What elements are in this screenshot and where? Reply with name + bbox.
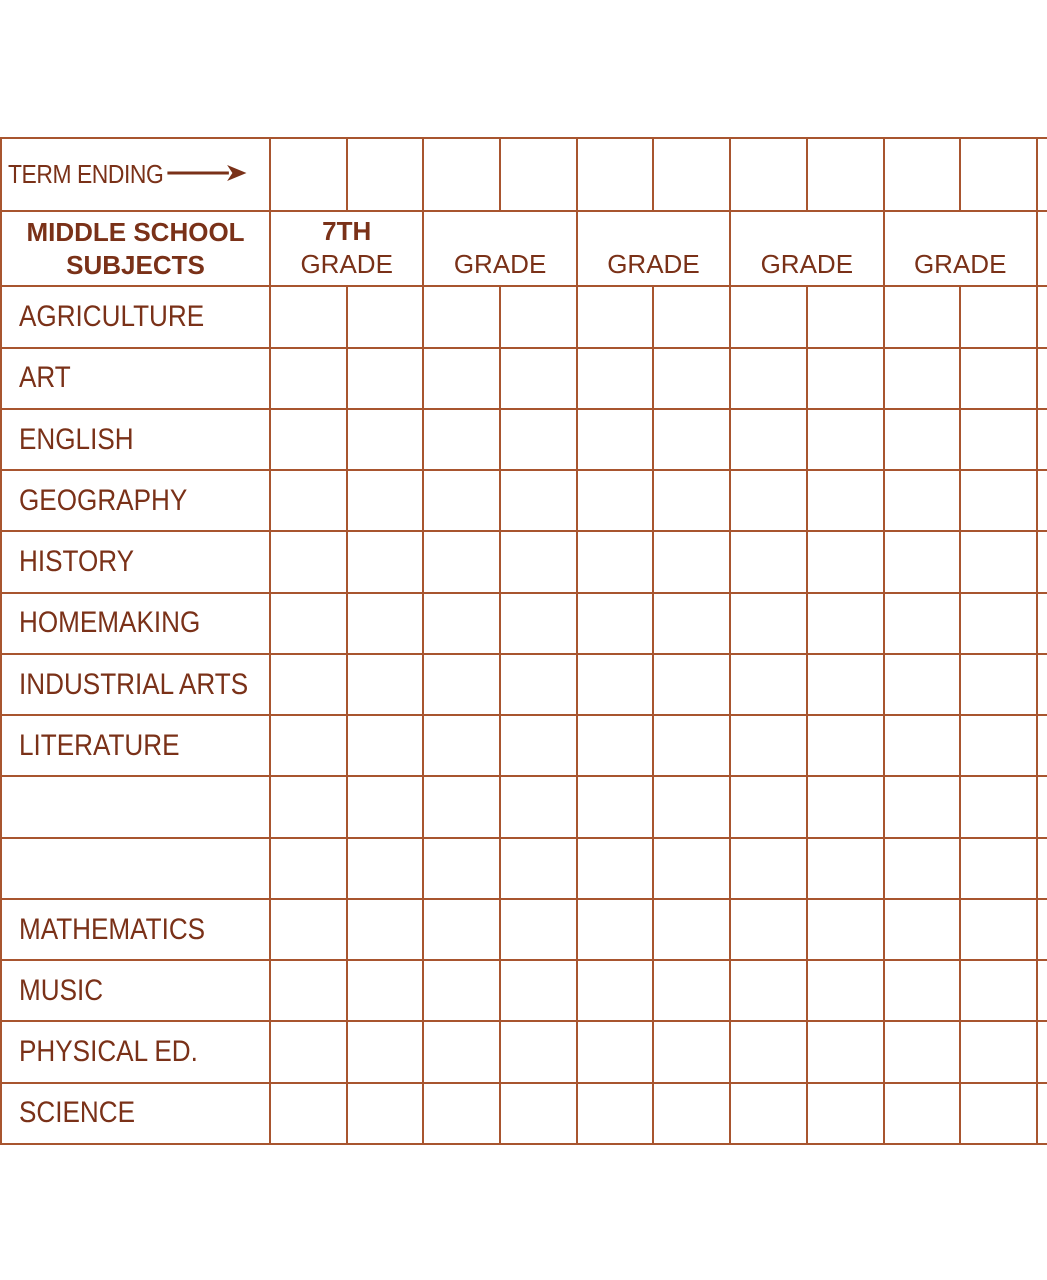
edge-cell: [1037, 776, 1047, 837]
grade-entry-cell[interactable]: [500, 531, 577, 592]
subject-name-cell: [1, 899, 270, 960]
edge-cell: [1037, 654, 1047, 715]
grade-entry-cell[interactable]: [423, 531, 500, 592]
grade-entry-cell[interactable]: [960, 899, 1037, 960]
subject-row: [1, 960, 1047, 1021]
grade-prefix: 7TH: [322, 216, 372, 247]
grade-entry-cell[interactable]: [730, 1083, 807, 1144]
grade-entry-cell[interactable]: [884, 286, 961, 347]
subject-name: GEOGRAPHY: [19, 483, 188, 517]
grade-entry-cell[interactable]: [423, 409, 500, 470]
grade-entry-cell[interactable]: [884, 1021, 961, 1082]
grade-entry-cell[interactable]: [960, 776, 1037, 837]
subject-row: [1, 409, 1047, 470]
grade-label: GRADE: [913, 249, 1007, 280]
subject-name-cell: [1, 409, 270, 470]
grade-entry-cell[interactable]: [270, 960, 347, 1021]
subject-row: [1, 838, 1047, 899]
edge-cell: [1037, 531, 1047, 592]
grade-entry-cell[interactable]: [347, 1021, 424, 1082]
grade-entry-cell[interactable]: [884, 531, 961, 592]
subject-row: [1, 470, 1047, 531]
subject-name-cell: [1, 1021, 270, 1082]
grade-entry-cell[interactable]: [960, 593, 1037, 654]
subject-name-cell: [1, 776, 270, 837]
subject-name-cell: [1, 715, 270, 776]
subject-name-cell: [1, 960, 270, 1021]
grade-entry-cell[interactable]: [577, 409, 654, 470]
grade-entry-cell[interactable]: [270, 470, 347, 531]
grade-entry-cell[interactable]: [577, 286, 654, 347]
grade-entry-cell[interactable]: [423, 654, 500, 715]
grade-entry-cell[interactable]: [960, 1021, 1037, 1082]
term-ending-label-cell: [1, 138, 270, 211]
subject-row: [1, 776, 1047, 837]
grade-entry-cell[interactable]: [653, 593, 730, 654]
grade-entry-cell[interactable]: [730, 286, 807, 347]
term-date-cell[interactable]: [653, 138, 730, 211]
subject-name-cell: [1, 531, 270, 592]
grade-entry-cell[interactable]: [653, 899, 730, 960]
subject-name-cell: [1, 1083, 270, 1144]
edge-cell: [1037, 211, 1047, 287]
edge-cell: [1037, 899, 1047, 960]
edge-cell: [1037, 593, 1047, 654]
grade-entry-cell[interactable]: [730, 531, 807, 592]
subject-row: [1, 286, 1047, 347]
grade-entry-cell[interactable]: [807, 960, 884, 1021]
subject-row: [1, 1083, 1047, 1144]
term-date-cell[interactable]: [347, 138, 424, 211]
grade-entry-cell[interactable]: [347, 899, 424, 960]
subject-name-cell: [1, 348, 270, 409]
grade-entry-cell[interactable]: [423, 286, 500, 347]
grade-entry-cell[interactable]: [807, 715, 884, 776]
subject-name: LITERATURE: [19, 728, 180, 762]
grade-entry-cell[interactable]: [423, 348, 500, 409]
grade-entry-cell[interactable]: [884, 960, 961, 1021]
subject-name-cell: [1, 286, 270, 347]
grade-entry-cell[interactable]: [884, 409, 961, 470]
grade-entry-cell[interactable]: [270, 1083, 347, 1144]
grade-entry-cell[interactable]: [730, 654, 807, 715]
grade-entry-cell[interactable]: [960, 654, 1037, 715]
subject-name-cell: [1, 593, 270, 654]
grade-entry-cell[interactable]: [653, 531, 730, 592]
subject-name: SCIENCE: [19, 1096, 136, 1130]
grade-entry-cell[interactable]: [807, 838, 884, 899]
grade-entry-cell[interactable]: [807, 593, 884, 654]
grade-entry-cell[interactable]: [884, 838, 961, 899]
grade-entry-cell[interactable]: [730, 838, 807, 899]
grade-entry-cell[interactable]: [884, 899, 961, 960]
subject-name-cell: [1, 654, 270, 715]
grade-entry-cell[interactable]: [884, 654, 961, 715]
grade-entry-cell[interactable]: [500, 654, 577, 715]
grade-entry-cell[interactable]: [270, 654, 347, 715]
grade-entry-cell[interactable]: [653, 838, 730, 899]
grade-entry-cell[interactable]: [347, 960, 424, 1021]
grade-entry-cell[interactable]: [577, 776, 654, 837]
grade-entry-cell[interactable]: [577, 838, 654, 899]
grade-label: GRADE: [760, 249, 854, 280]
grade-entry-cell[interactable]: [807, 470, 884, 531]
grade-entry-cell[interactable]: [653, 1021, 730, 1082]
subject-row: [1, 715, 1047, 776]
grade-entry-cell[interactable]: [730, 470, 807, 531]
subject-name-cell: [1, 470, 270, 531]
subject-name-cell: [1, 838, 270, 899]
grade-header-4: [730, 211, 883, 287]
grade-entry-cell[interactable]: [730, 960, 807, 1021]
grade-entry-cell[interactable]: [423, 776, 500, 837]
term-date-cell[interactable]: [577, 138, 654, 211]
grade-entry-cell[interactable]: [807, 776, 884, 837]
subject-row: [1, 654, 1047, 715]
grade-entry-cell[interactable]: [347, 654, 424, 715]
grade-entry-cell[interactable]: [347, 531, 424, 592]
grade-entry-cell[interactable]: [500, 286, 577, 347]
grade-label: GRADE: [453, 249, 547, 280]
grade-entry-cell[interactable]: [347, 593, 424, 654]
grade-entry-cell[interactable]: [653, 776, 730, 837]
grade-entry-cell[interactable]: [270, 899, 347, 960]
grade-entry-cell[interactable]: [423, 838, 500, 899]
grade-entry-cell[interactable]: [653, 960, 730, 1021]
grade-entry-cell[interactable]: [423, 1021, 500, 1082]
grade-entry-cell[interactable]: [807, 899, 884, 960]
grade-entry-cell[interactable]: [347, 409, 424, 470]
grade-entry-cell[interactable]: [960, 960, 1037, 1021]
grade-header-2: [423, 211, 576, 287]
grade-entry-cell[interactable]: [347, 715, 424, 776]
grade-entry-cell[interactable]: [730, 348, 807, 409]
grade-entry-cell[interactable]: [270, 531, 347, 592]
term-ending-label: TERM ENDING: [8, 158, 164, 189]
grade-entry-cell[interactable]: [423, 715, 500, 776]
edge-cell: [1037, 138, 1047, 211]
grade-entry-cell[interactable]: [884, 776, 961, 837]
grade-header-1: [270, 211, 423, 287]
grade-label: GRADE: [300, 249, 393, 280]
grade-entry-cell[interactable]: [960, 409, 1037, 470]
grade-entry-cell[interactable]: [730, 409, 807, 470]
grade-entry-cell[interactable]: [347, 838, 424, 899]
grade-entry-cell[interactable]: [270, 348, 347, 409]
term-date-cell[interactable]: [423, 138, 500, 211]
grade-entry-cell[interactable]: [577, 531, 654, 592]
grade-entry-cell[interactable]: [577, 899, 654, 960]
grade-entry-cell[interactable]: [270, 715, 347, 776]
edge-cell: [1037, 286, 1047, 347]
grade-entry-cell[interactable]: [807, 1021, 884, 1082]
subject-name: AGRICULTURE: [19, 300, 205, 334]
subject-row: [1, 348, 1047, 409]
grade-entry-cell[interactable]: [500, 593, 577, 654]
grade-entry-cell[interactable]: [807, 409, 884, 470]
grade-entry-cell[interactable]: [347, 470, 424, 531]
grade-entry-cell[interactable]: [423, 899, 500, 960]
term-date-cell[interactable]: [807, 138, 884, 211]
subject-name: ART: [19, 361, 71, 395]
edge-cell: [1037, 1021, 1047, 1082]
grade-entry-cell[interactable]: [500, 838, 577, 899]
subject-name: HISTORY: [19, 545, 135, 579]
subject-row: [1, 899, 1047, 960]
grade-entry-cell[interactable]: [577, 470, 654, 531]
grade-entry-cell[interactable]: [500, 960, 577, 1021]
edge-cell: [1037, 838, 1047, 899]
grade-entry-cell[interactable]: [500, 1083, 577, 1144]
grade-header-5: [884, 211, 1037, 287]
edge-cell: [1037, 1083, 1047, 1144]
grade-header-row: [1, 211, 1047, 287]
grade-entry-cell[interactable]: [270, 838, 347, 899]
grade-entry-cell[interactable]: [423, 960, 500, 1021]
grade-entry-cell[interactable]: [730, 899, 807, 960]
grade-entry-cell[interactable]: [423, 1083, 500, 1144]
edge-cell: [1037, 715, 1047, 776]
grade-entry-cell[interactable]: [884, 470, 961, 531]
edge-cell: [1037, 409, 1047, 470]
grade-entry-cell[interactable]: [807, 286, 884, 347]
grade-entry-cell[interactable]: [960, 715, 1037, 776]
grade-entry-cell[interactable]: [577, 960, 654, 1021]
grade-entry-cell[interactable]: [960, 348, 1037, 409]
grade-entry-cell[interactable]: [960, 286, 1037, 347]
grade-entry-cell[interactable]: [807, 531, 884, 592]
grade-entry-cell[interactable]: [577, 1021, 654, 1082]
grade-entry-cell[interactable]: [347, 286, 424, 347]
grade-entry-cell[interactable]: [500, 776, 577, 837]
grade-entry-cell[interactable]: [960, 470, 1037, 531]
grade-entry-cell[interactable]: [577, 348, 654, 409]
grade-entry-cell[interactable]: [577, 715, 654, 776]
grade-entry-cell[interactable]: [807, 348, 884, 409]
grade-entry-cell[interactable]: [730, 715, 807, 776]
term-date-cell[interactable]: [960, 138, 1037, 211]
grade-entry-cell[interactable]: [270, 409, 347, 470]
grade-entry-cell[interactable]: [500, 409, 577, 470]
subject-row: [1, 593, 1047, 654]
subject-name: HOMEMAKING: [19, 606, 201, 640]
grade-entry-cell[interactable]: [730, 1021, 807, 1082]
subject-name: PHYSICAL ED.: [19, 1035, 198, 1069]
grade-entry-cell[interactable]: [577, 654, 654, 715]
grade-entry-cell[interactable]: [500, 715, 577, 776]
grade-entry-cell[interactable]: [960, 1083, 1037, 1144]
grade-entry-cell[interactable]: [807, 1083, 884, 1144]
subjects-header: [1, 211, 270, 287]
grade-entry-cell[interactable]: [884, 593, 961, 654]
grade-entry-cell[interactable]: [500, 470, 577, 531]
grade-entry-cell[interactable]: [270, 593, 347, 654]
grade-entry-cell[interactable]: [270, 776, 347, 837]
grade-entry-cell[interactable]: [423, 470, 500, 531]
grade-entry-cell[interactable]: [884, 715, 961, 776]
grade-entry-cell[interactable]: [500, 899, 577, 960]
grade-entry-cell[interactable]: [653, 348, 730, 409]
grade-entry-cell[interactable]: [347, 348, 424, 409]
grade-entry-cell[interactable]: [653, 715, 730, 776]
grade-entry-cell[interactable]: [577, 1083, 654, 1144]
grade-entry-cell[interactable]: [653, 1083, 730, 1144]
grade-entry-cell[interactable]: [500, 1021, 577, 1082]
term-date-cell[interactable]: [884, 138, 961, 211]
grade-entry-cell[interactable]: [730, 593, 807, 654]
grade-entry-cell[interactable]: [653, 409, 730, 470]
grade-label: GRADE: [607, 249, 700, 280]
grade-entry-cell[interactable]: [577, 593, 654, 654]
grade-entry-cell[interactable]: [807, 654, 884, 715]
subject-name: INDUSTRIAL ARTS: [19, 667, 249, 701]
grade-entry-cell[interactable]: [960, 838, 1037, 899]
grade-header-3: [577, 211, 730, 287]
subject-row: [1, 531, 1047, 592]
grade-entry-cell[interactable]: [960, 531, 1037, 592]
subjects-header-line1: MIDDLE SCHOOL: [26, 216, 245, 247]
term-date-cell[interactable]: [730, 138, 807, 211]
term-date-cell[interactable]: [270, 138, 347, 211]
subject-name: MATHEMATICS: [19, 912, 206, 946]
grade-entry-cell[interactable]: [270, 1021, 347, 1082]
subjects-header-line2: SUBJECTS: [66, 249, 205, 280]
grade-entry-cell[interactable]: [423, 593, 500, 654]
edge-cell: [1037, 348, 1047, 409]
grade-entry-cell[interactable]: [730, 776, 807, 837]
edge-cell: [1037, 470, 1047, 531]
grade-entry-cell[interactable]: [653, 654, 730, 715]
grade-entry-cell[interactable]: [500, 348, 577, 409]
edge-cell: [1037, 960, 1047, 1021]
term-date-cell[interactable]: [500, 138, 577, 211]
grade-record-table: [0, 137, 1047, 1145]
term-ending-row: [1, 138, 1047, 211]
grade-entry-cell[interactable]: [884, 1083, 961, 1144]
grade-entry-cell[interactable]: [347, 776, 424, 837]
grade-entry-cell[interactable]: [347, 1083, 424, 1144]
grade-entry-cell[interactable]: [653, 470, 730, 531]
subject-name: MUSIC: [19, 973, 104, 1007]
grade-entry-cell[interactable]: [270, 286, 347, 347]
subject-row: [1, 1021, 1047, 1082]
grade-entry-cell[interactable]: [884, 348, 961, 409]
right-arrow-icon: [167, 159, 246, 190]
grade-entry-cell[interactable]: [653, 286, 730, 347]
subject-name: ENGLISH: [19, 422, 134, 456]
